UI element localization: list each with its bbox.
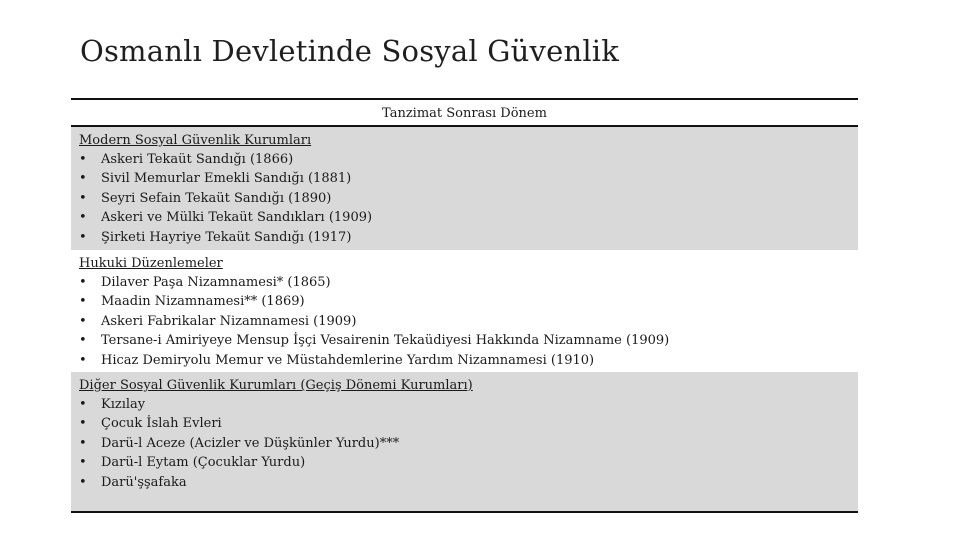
list-item: [79, 331, 858, 350]
list-item: [79, 434, 858, 453]
list-item: [79, 395, 858, 414]
list-item-text: Hicaz Demiryolu Memur ve Müstahdemlerine Yardım Nizamnamesi (1910): [101, 352, 595, 368]
bullet-icon: •: [79, 435, 87, 451]
list-item: [79, 189, 858, 208]
list-item: [79, 414, 858, 433]
section-title: Diğer Sosyal Güvenlik Kurumları (Geçiş Dönemi Kurumları): [79, 378, 473, 393]
item-list: [79, 150, 858, 247]
list-item: [79, 473, 858, 492]
list-item: [79, 273, 858, 292]
section-modern-institutions: [71, 127, 858, 250]
section-title: Modern Sosyal Güvenlik Kurumları: [79, 133, 312, 148]
list-item: [79, 150, 858, 169]
list-item: [79, 351, 858, 370]
bullet-icon: •: [79, 152, 87, 167]
bullet-icon: •: [79, 294, 87, 310]
list-item-text: Darü'şşafaka: [101, 474, 187, 490]
list-item-text: Askeri Tekaüt Sandığı (1866): [101, 152, 294, 167]
bullet-icon: •: [79, 333, 87, 349]
list-item: [79, 312, 858, 331]
table-header: Tanzimat Sonrası Dönem: [71, 100, 858, 127]
slide-title: Osmanlı Devletinde Sosyal Güvenlik: [80, 34, 620, 68]
list-item-text: Askeri Fabrikalar Nizamnamesi (1909): [101, 313, 357, 329]
list-item: [79, 208, 858, 227]
list-item: [79, 169, 858, 188]
list-item-text: Askeri ve Mülki Tekaüt Sandıkları (1909): [101, 210, 373, 226]
list-item-text: Sivil Memurlar Emekli Sandığı (1881): [101, 171, 352, 187]
list-item-text: Tersane-i Amiriyeye Mensup İşçi Vesairenin Tekaüdiyesi Hakkında Nizamname (1909): [101, 333, 670, 349]
bullet-icon: •: [79, 171, 87, 187]
bullet-icon: •: [79, 190, 87, 206]
bullet-icon: •: [79, 474, 87, 490]
item-list: [79, 395, 858, 492]
bullet-icon: •: [79, 455, 87, 471]
list-item-text: Çocuk İslah Evleri: [101, 416, 222, 432]
list-item-text: Darü-l Eytam (Çocuklar Yurdu): [101, 455, 306, 471]
list-item-text: Şirketi Hayriye Tekaüt Sandığı (1917): [101, 229, 352, 245]
bullet-icon: •: [79, 210, 87, 226]
bullet-icon: •: [79, 397, 87, 412]
section-legal-regulations: [71, 250, 858, 372]
bullet-icon: •: [79, 275, 87, 290]
content-table: [71, 98, 858, 513]
list-item: [79, 228, 858, 247]
item-list: [79, 273, 858, 370]
list-item-text: Darü-l Aceze (Acizler ve Düşkünler Yurdu)***: [101, 435, 400, 451]
bullet-icon: •: [79, 416, 87, 432]
list-item: [79, 292, 858, 311]
bullet-icon: •: [79, 313, 87, 329]
section-other-institutions: [71, 372, 858, 511]
list-item-text: Kızılay: [101, 397, 146, 412]
bullet-icon: •: [79, 229, 87, 245]
list-item-text: Maadin Nizamnamesi** (1869): [101, 294, 305, 310]
list-item: [79, 453, 858, 472]
list-item-text: Dilaver Paşa Nizamnamesi* (1865): [101, 275, 331, 290]
list-item-text: Seyri Sefain Tekaüt Sandığı (1890): [101, 190, 332, 206]
bullet-icon: •: [79, 352, 87, 368]
section-title: Hukuki Düzenlemeler: [79, 256, 223, 271]
